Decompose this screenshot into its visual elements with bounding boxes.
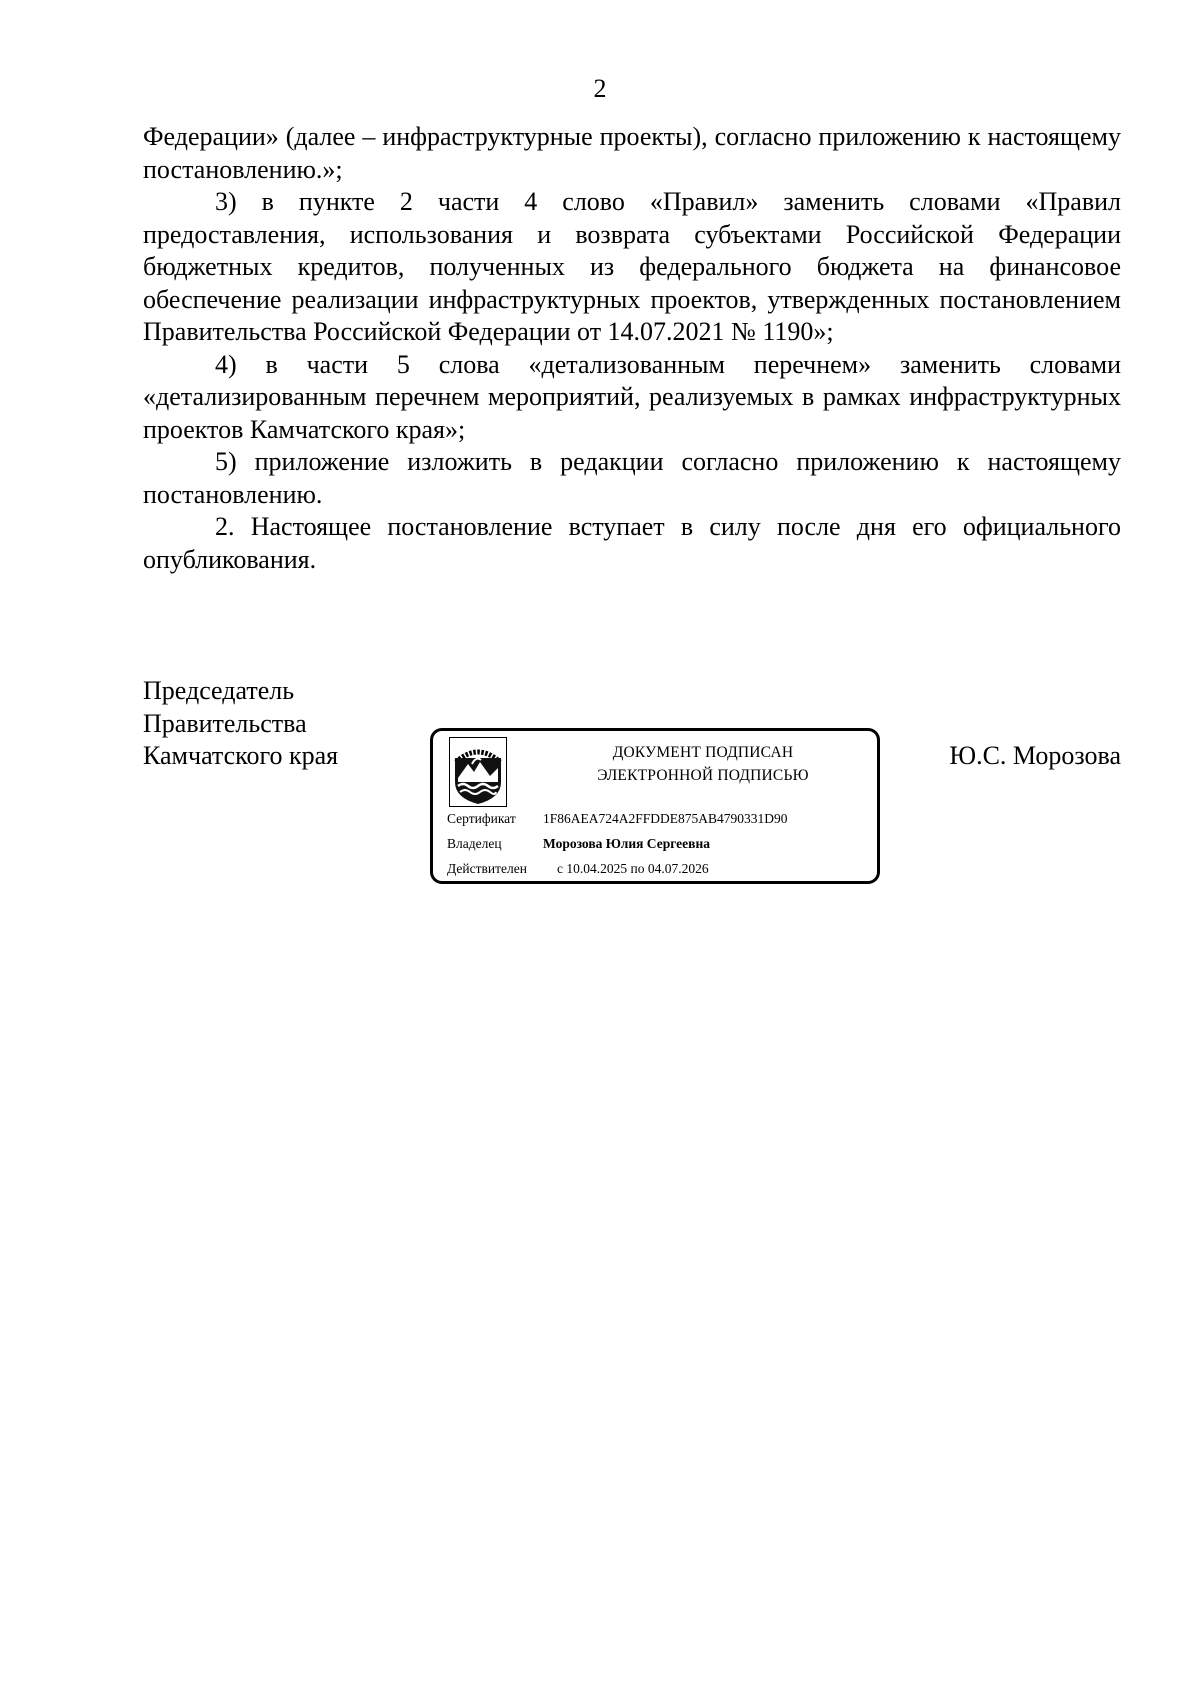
stamp-certificate-row	[447, 810, 788, 828]
paragraph-point-2: 2. Настоящее постановление вступает в силу после дня его официального опубликования.	[143, 512, 1121, 574]
stamp-heading-line1: ДОКУМЕНТ ПОДПИСАН	[612, 744, 794, 761]
owner-label: Владелец	[447, 836, 502, 851]
signer-title-line: Председатель	[143, 676, 295, 705]
page-number: 2	[593, 74, 607, 103]
document-body	[143, 121, 1121, 576]
certificate-label: Сертификат	[447, 811, 516, 826]
paragraph-item-5: 5) приложение изложить в редакции согласно приложению к настоящему постановлению.	[143, 447, 1121, 509]
signer-title-line: Камчатского края	[143, 741, 339, 770]
signer-title	[143, 675, 338, 773]
paragraph-continuation: Федерации» (далее – инфраструктурные проекты), согласно приложению к настоящему постановлению.»;	[143, 122, 1121, 184]
signer-name: Ю.С. Морозова	[949, 741, 1121, 770]
stamp-heading-line2: ЭЛЕКТРОННОЙ ПОДПИСЬЮ	[597, 767, 809, 784]
owner-value: Морозова Юлия Сергеевна	[543, 836, 710, 851]
paragraph-item-4: 4) в части 5 слова «детализованным перечнем» заменить словами «детализированным перечнем мероприятий, реализуемых в рамках инфраструктурных проектов Камчатского края»;	[143, 349, 1121, 444]
certificate-value: 1F86AEA724A2FFDDE875AB4790331D90	[543, 811, 788, 826]
stamp-heading	[533, 741, 873, 787]
stamp-owner-row	[447, 835, 710, 853]
kamchatka-coat-of-arms-icon	[449, 737, 507, 807]
stamp-validity-row	[447, 860, 709, 878]
signer-title-line: Правительства	[143, 708, 307, 738]
paragraph-item-3: 3) в пункте 2 части 4 слово «Правил» заменить словами «Правил предоставления, использования и возврата субъектами Российской Федерации бюджетных кредитов, полученных из федерального бюджета на финансовое обеспечение реализации инфраструктурных проектов, утвержденных постановлением Правительства Российской Федерации от 14.07.2021 № 1190»;	[143, 187, 1121, 346]
electronic-signature-stamp	[430, 728, 880, 884]
validity-label: Действителен	[447, 861, 527, 876]
validity-value: с 10.04.2025 по 04.07.2026	[557, 861, 709, 876]
